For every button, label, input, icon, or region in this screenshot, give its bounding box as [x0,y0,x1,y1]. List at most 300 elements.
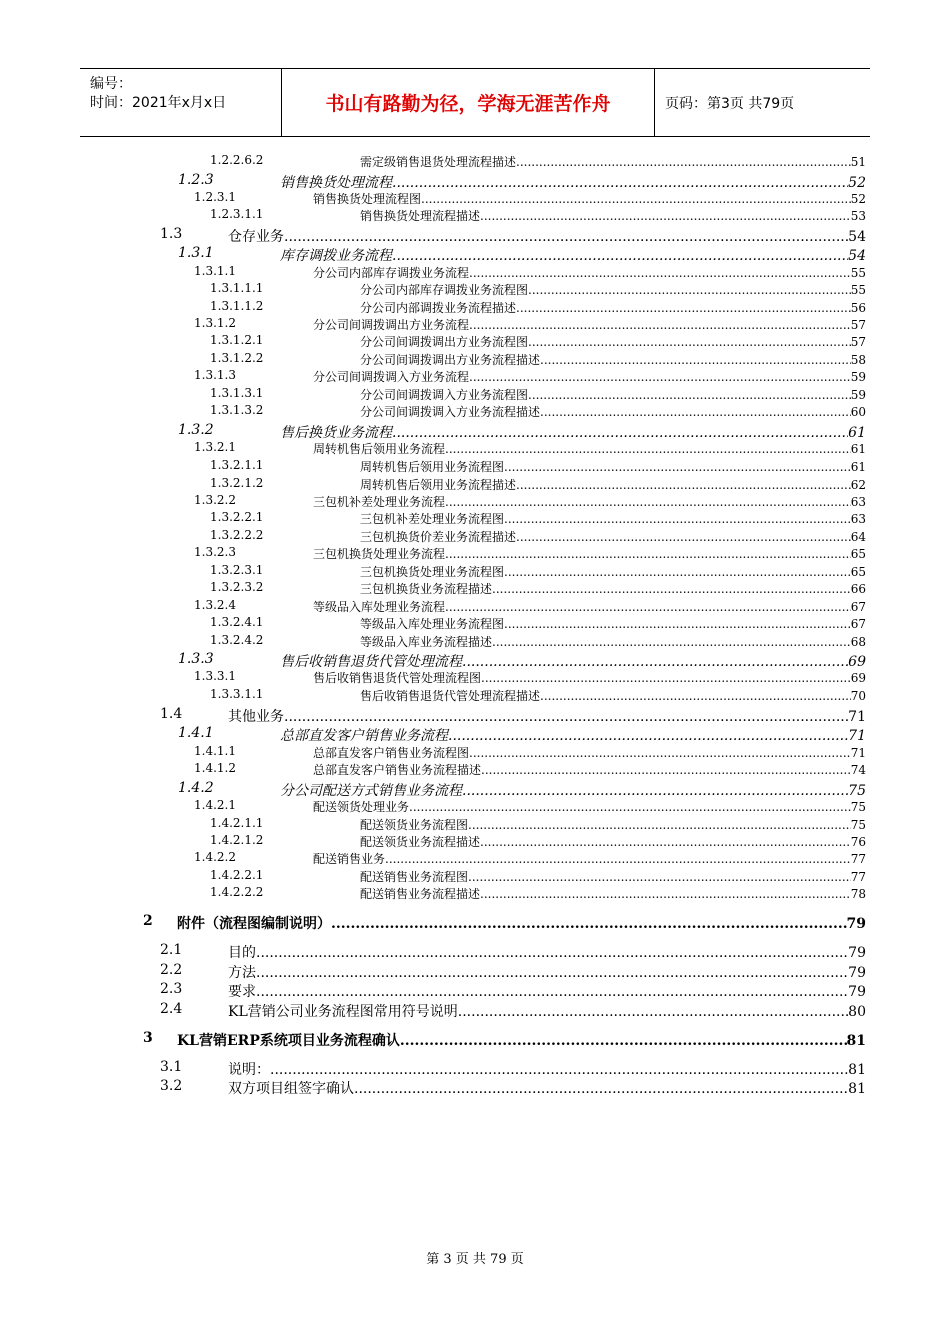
toc-entry-title: 分公司间调拨调入方业务流程 [313,370,470,384]
toc-entry[interactable] [0,440,950,458]
toc-entry-title: 周转机售后领用业务流程图 [360,460,505,474]
toc-entry-title-line [360,299,866,316]
toc-entry-page: 68 [850,635,866,649]
toc-entry-title: 分公司间调拨调出方业务流程图 [360,335,529,349]
toc-entry-number: 1.4.2.2.1 [210,868,264,882]
toc-entry[interactable] [0,885,950,903]
toc-leader-dots [392,425,848,441]
toc-entry[interactable] [0,1059,950,1077]
toc-entry-number: 1.2.2.6.2 [210,153,264,167]
toc-entry-page: 67 [850,617,866,631]
toc-entry-page: 80 [848,1004,866,1020]
toc-leader-dots [504,460,851,474]
toc-entry-title: 售后收销售退货代管处理流程描述 [360,689,541,703]
toc-leader-dots [385,852,851,866]
toc-entry-number: 1.3.1.3 [194,368,236,382]
toc-entry-title: 附件（流程图编制说明） [177,916,331,932]
toc-entry-title-line [360,868,866,885]
toc-entry[interactable] [0,493,950,511]
toc-entry-number: 1.3.1.2.1 [210,333,264,347]
toc-entry-number: 1.3.2.4.1 [210,615,264,629]
toc-leader-dots [492,635,851,649]
toc-entry-title: KL营销公司业务流程图常用符号说明 [228,1004,458,1020]
toc-entry-page: 57 [850,335,866,349]
toc-entry-number: 1.3.2.1 [194,440,236,454]
toc-entry[interactable] [0,545,950,563]
toc-leader-dots [469,318,851,332]
toc-entry-number: 3.1 [160,1059,183,1075]
toc-entry-title: KL营销ERP系统项目业务流程确认 [177,1033,400,1049]
toc-entry-number: 2 [143,913,153,929]
toc-entry-number: 2.3 [160,981,183,997]
toc-entry[interactable] [0,706,950,724]
toc-entry-page: 61 [850,460,866,474]
toc-leader-dots [480,835,851,849]
toc-entry-page: 69 [850,671,866,685]
toc-leader-dots [409,800,851,814]
toc-entry-title: 销售换货处理流程 [280,175,392,191]
toc-entry-title: 分公司内部库存调拨业务流程图 [360,283,529,297]
toc-entry[interactable] [0,528,950,546]
toc-leader-dots [469,746,851,760]
toc-entry-title-line [313,316,866,333]
toc-entry-page: 71 [848,728,866,744]
toc-entry-page: 74 [850,763,866,777]
toc-entry-page: 51 [850,155,866,169]
toc-entry-number: 1.3.1.1.1 [210,281,264,295]
toc-leader-dots [256,984,848,1000]
toc-entry-page: 52 [850,192,866,206]
toc-entry-title-line [313,850,866,867]
toc-entry-title-line [228,1001,866,1021]
toc-entry-title: 三包机补差处理业务流程 [313,495,446,509]
toc-entry-title: 总部直发客户销售业务流程描述 [313,763,482,777]
toc-entry[interactable] [0,962,950,980]
toc-entry-title-line [360,580,866,597]
toc-leader-dots [516,155,851,169]
toc-entry-title-line [280,172,866,192]
toc-entry-number: 1.4.2.2 [194,850,236,864]
toc-entry[interactable] [0,226,950,244]
toc-entry[interactable] [0,386,950,404]
toc-entry-page: 78 [850,887,866,901]
toc-entry-title: 要求 [228,984,256,1000]
toc-entry-page: 69 [848,654,866,670]
toc-entry[interactable] [0,651,950,669]
toc-entry-title-line [360,633,866,650]
toc-leader-dots [516,530,851,544]
toc-entry-number: 1.4.1 [178,725,214,741]
toc-entry-page: 75 [850,800,866,814]
toc-entry-title-line [360,476,866,493]
toc-entry-title-line [313,545,866,562]
toc-entry-page: 81 [846,1033,866,1049]
toc-entry-page: 55 [850,266,866,280]
toc-entry[interactable] [0,264,950,282]
toc-entry-title: 分公司间调拨调入方业务流程图 [360,388,529,402]
toc-entry-page: 64 [850,530,866,544]
toc-entry-number: 1.4.2.1.1 [210,816,264,830]
toc-entry-title-line [313,744,866,761]
toc-entry-number: 1.3.1.1 [194,264,236,278]
toc-entry-number: 1.4.1.1 [194,744,236,758]
toc-entry-number: 1.3.2.2.1 [210,510,264,524]
toc-entry-title-line [228,981,866,1001]
toc-leader-dots [445,442,851,456]
header-motto: 书山有路勤为径，学海无涯苦作舟 [281,69,655,136]
toc-leader-dots [481,671,851,685]
toc-entry-page: 71 [848,709,866,725]
toc-entry-title: 销售换货处理流程图 [313,192,422,206]
toc-entry-number: 3.2 [160,1078,183,1094]
toc-entry-title: 周转机售后领用业务流程 [313,442,446,456]
toc-leader-dots [445,495,851,509]
toc-entry[interactable] [0,744,950,762]
toc-entry-number: 1.3.3.1 [194,669,236,683]
toc-entry-number: 1.3.3 [178,651,214,667]
toc-entry-page: 76 [850,835,866,849]
toc-entry-title: 分公司内部库存调拨业务流程 [313,266,470,280]
toc-entry[interactable] [0,1001,950,1019]
toc-entry-page: 59 [850,370,866,384]
toc-entry-title: 等级品入库处理业务流程 [313,600,446,614]
toc-entry[interactable] [0,615,950,633]
toc-entry-title-line [280,245,866,265]
toc-entry-title: 配送领货处理业务 [313,800,410,814]
toc-entry[interactable] [0,798,950,816]
toc-entry[interactable] [0,207,950,225]
toc-leader-dots [445,547,851,561]
toc-entry[interactable] [0,510,950,528]
toc-entry-number: 1.3.1.2 [194,316,236,330]
toc-entry-title-line [360,281,866,298]
toc-entry-title-line [360,386,866,403]
toc-entry-title: 配送领货业务流程图 [360,818,469,832]
toc-entry-page: 75 [848,783,866,799]
toc-leader-dots [354,1081,848,1097]
toc-leader-dots [540,353,851,367]
toc-entry-number: 1.2.3 [178,172,214,188]
toc-entry-title: 仓存业务 [228,229,284,245]
toc-entry-number: 1.4.2 [178,780,214,796]
toc-leader-dots [516,301,851,315]
toc-leader-dots [528,335,851,349]
toc-entry-number: 1.3.1.3.2 [210,403,264,417]
toc-entry-number: 1.2.3.1 [194,190,236,204]
toc-entry-page: 66 [850,582,866,596]
toc-entry-number: 1.4 [160,706,183,722]
toc-entry[interactable] [0,850,950,868]
toc-entry-page: 61 [850,442,866,456]
toc-entry-number: 1.3.1.2.2 [210,351,264,365]
doc-number-label: 编号： [90,76,132,92]
toc-entry-title-line [228,942,866,962]
toc-leader-dots [400,1033,847,1049]
toc-entry[interactable] [0,1078,950,1096]
toc-entry-page: 53 [850,209,866,223]
toc-entry-number: 1.4.2.2.2 [210,885,264,899]
page-header [80,68,870,137]
toc-entry-title-line [280,651,866,671]
toc-entry-title-line [313,761,866,778]
toc-entry[interactable] [0,403,950,421]
toc-entry-title-line [360,615,866,632]
toc-entry-title-line [313,493,866,510]
toc-entry[interactable] [0,153,950,171]
toc-leader-dots [458,1004,848,1020]
toc-leader-dots [256,945,848,961]
toc-leader-dots [284,229,848,245]
toc-entry-number: 1.3.1 [178,245,214,261]
toc-entry-number: 1.4.2.1 [194,798,236,812]
toc-entry-page: 81 [848,1062,866,1078]
toc-entry-title-line [360,351,866,368]
toc-entry-title: 售后收销售退货代管处理流程 [280,654,462,670]
toc-entry-page: 79 [846,916,866,932]
toc-entry-page: 52 [848,175,866,191]
toc-entry-title-line [360,563,866,580]
toc-entry-title-line [313,440,866,457]
toc-leader-dots [469,266,851,280]
toc-leader-dots [448,728,848,744]
toc-entry[interactable] [0,981,950,999]
toc-leader-dots [392,248,848,264]
toc-entry-title: 周转机售后领用业务流程描述 [360,478,517,492]
toc-leader-dots [528,283,851,297]
toc-entry-title: 方法 [228,965,256,981]
toc-entry[interactable] [0,761,950,779]
toc-entry-title: 双方项目组签字确认 [228,1081,354,1097]
toc-entry-title-line [360,528,866,545]
toc-entry-page: 56 [850,301,866,315]
toc-entry-title: 配送领货业务流程描述 [360,835,481,849]
toc-entry-title-line [313,598,866,615]
toc-entry-number: 1.3.2.3.2 [210,580,264,594]
toc-entry[interactable] [0,333,950,351]
toc-entry-page: 63 [850,512,866,526]
toc-leader-dots [504,565,851,579]
toc-leader-dots [481,763,851,777]
toc-leader-dots [462,654,848,670]
toc-entry[interactable] [0,687,950,705]
toc-entry-title: 配送销售业务 [313,852,386,866]
toc-entry-title: 等级品入库处理业务流程图 [360,617,505,631]
toc-entry[interactable] [0,1030,950,1048]
toc-entry[interactable] [0,476,950,494]
toc-leader-dots [445,600,851,614]
toc-entry-title-line [313,368,866,385]
toc-entry[interactable] [0,669,950,687]
toc-entry[interactable] [0,725,950,743]
toc-entry[interactable] [0,172,950,190]
toc-entry[interactable] [0,299,950,317]
toc-entry-title: 需定级销售退货处理流程描述 [360,155,517,169]
toc-leader-dots [504,512,851,526]
toc-entry[interactable] [0,868,950,886]
toc-leader-dots [392,175,848,191]
toc-entry-number: 1.3.2.3 [194,545,236,559]
toc-entry-page: 81 [848,1081,866,1097]
toc-entry-number: 1.3.2.3.1 [210,563,264,577]
header-meta [80,69,280,136]
toc-entry-number: 1.3.2.2.2 [210,528,264,542]
toc-entry-title: 其他业务 [228,709,284,725]
toc-entry[interactable] [0,913,950,931]
toc-entry[interactable] [0,633,950,651]
toc-entry[interactable] [0,281,950,299]
toc-entry-title: 三包机换货处理业务流程图 [360,565,505,579]
toc-entry-title: 售后换货业务流程 [280,425,392,441]
toc-entry-title-line [313,798,866,815]
toc-entry-title-line [360,403,866,420]
toc-entry[interactable] [0,245,950,263]
toc-entry[interactable] [0,563,950,581]
toc-entry-title-line [313,264,866,281]
toc-leader-dots [528,388,851,402]
toc-entry-title-line [280,780,866,800]
toc-entry-page: 79 [848,984,866,1000]
toc-entry-page: 71 [850,746,866,760]
toc-entry-title-line [177,913,866,933]
toc-entry-title-line [360,816,866,833]
toc-entry[interactable] [0,351,950,369]
toc-leader-dots [256,965,848,981]
toc-entry-title: 分公司间调拨调入方业务流程描述 [360,405,541,419]
toc-entry-number: 2.1 [160,942,183,958]
toc-entry-number: 1.3.3.1.1 [210,687,264,701]
toc-entry-title-line [177,1030,866,1050]
toc-leader-dots [480,209,851,223]
toc-entry-page: 75 [850,818,866,832]
toc-entry-title: 三包机换货价差业务流程描述 [360,530,517,544]
toc-entry-title-line [360,687,866,704]
toc-entry-page: 79 [848,945,866,961]
toc-entry-page: 77 [850,870,866,884]
toc-entry-number: 1.3.2.1.1 [210,458,264,472]
toc-entry[interactable] [0,580,950,598]
toc-entry-title: 总部直发客户销售业务流程 [280,728,448,744]
toc-entry-title-line [360,885,866,902]
toc-entry-number: 1.3.2.2 [194,493,236,507]
toc-entry-page: 63 [850,495,866,509]
toc-entry-page: 65 [850,547,866,561]
toc-entry-page: 55 [850,283,866,297]
toc-entry-title-line [313,190,866,207]
toc-entry-page: 58 [850,353,866,367]
toc-entry[interactable] [0,942,950,960]
toc-entry-page: 77 [850,852,866,866]
doc-time-label: 时间：2021年x月x日 [90,95,227,111]
toc-entry-title: 销售换货处理流程描述 [360,209,481,223]
toc-leader-dots [469,370,851,384]
toc-entry-title-line [360,458,866,475]
toc-entry-number: 1.3.2.1.2 [210,476,264,490]
toc-entry[interactable] [0,190,950,208]
toc-entry-title-line [228,706,866,726]
toc-entry-number: 1.3 [160,226,183,242]
toc-entry-title-line [360,833,866,850]
toc-entry[interactable] [0,368,950,386]
toc-entry-number: 2.2 [160,962,183,978]
toc-entry[interactable] [0,598,950,616]
toc-entry[interactable] [0,316,950,334]
toc-entry-page: 60 [850,405,866,419]
toc-entry-title-line [360,510,866,527]
toc-entry-number: 1.3.2.4 [194,598,236,612]
toc-entry-title-line [228,226,866,246]
toc-entry-title-line [280,422,866,442]
toc-leader-dots [540,689,851,703]
toc-leader-dots [284,709,848,725]
toc-entry-title-line [228,1059,866,1079]
toc-entry-title: 等级品入库业务流程描述 [360,635,493,649]
toc-entry[interactable] [0,780,950,798]
toc-leader-dots [468,870,851,884]
toc-entry[interactable] [0,422,950,440]
toc-entry-title: 总部直发客户销售业务流程图 [313,746,470,760]
toc-entry-title: 售后收销售退货代管处理流程图 [313,671,482,685]
toc-entry-page: 70 [850,689,866,703]
toc-leader-dots [504,617,851,631]
header-page-info: 页码：第3页 共79页 [665,95,795,112]
toc-entry-title-line [313,669,866,686]
toc-entry-title: 分公司间调拨调出方业务流程描述 [360,353,541,367]
toc-entry-number: 1.3.2.4.2 [210,633,264,647]
toc-leader-dots [468,818,851,832]
page-footer: 第 3 页 共 79 页 [426,1252,524,1267]
toc-leader-dots [421,192,851,206]
toc-leader-dots [462,783,848,799]
toc-entry-title: 库存调拨业务流程 [280,248,392,264]
toc-entry-page: 54 [848,248,866,264]
toc-entry-title: 分公司内部调拨业务流程描述 [360,301,517,315]
toc-entry-title: 说明： [228,1062,270,1078]
toc-entry-title-line [228,1078,866,1098]
toc-entry-page: 61 [848,425,866,441]
toc-entry-page: 65 [850,565,866,579]
toc-entry-title: 三包机换货业务流程描述 [360,582,493,596]
toc-entry-page: 67 [850,600,866,614]
toc-entry-number: 2.4 [160,1001,183,1017]
toc-entry-page: 62 [850,478,866,492]
toc-entry-title: 配送销售业务流程描述 [360,887,481,901]
toc-entry-title-line [280,725,866,745]
toc-entry-title: 分公司间调拨调出方业务流程 [313,318,470,332]
toc-leader-dots [516,478,851,492]
toc-leader-dots [540,405,851,419]
toc-leader-dots [331,916,847,932]
toc-leader-dots [480,887,851,901]
toc-entry-number: 1.3.1.1.2 [210,299,264,313]
toc-entry-number: 1.3.1.3.1 [210,386,264,400]
toc-entry-page: 57 [850,318,866,332]
toc-entry-number: 1.3.2 [178,422,214,438]
toc-entry-title: 分公司配送方式销售业务流程 [280,783,462,799]
toc-entry-number: 1.2.3.1.1 [210,207,264,221]
toc-entry[interactable] [0,816,950,834]
toc-entry[interactable] [0,833,950,851]
toc-leader-dots [270,1062,848,1078]
toc-leader-dots [492,582,851,596]
toc-entry-title-line [360,333,866,350]
toc-entry-title-line [360,153,866,170]
toc-entry-page: 59 [850,388,866,402]
toc-entry-page: 79 [848,965,866,981]
toc-entry[interactable] [0,458,950,476]
toc-entry-title: 三包机补差处理业务流程图 [360,512,505,526]
toc-entry-title: 三包机换货处理业务流程 [313,547,446,561]
toc-entry-title-line [360,207,866,224]
